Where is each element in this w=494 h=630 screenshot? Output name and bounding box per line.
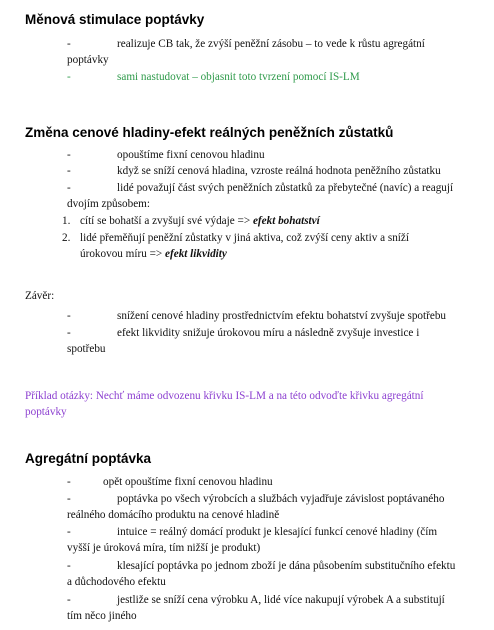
list-item [67, 147, 487, 163]
bullet-dash: - [67, 526, 71, 538]
bullet-dash: - [67, 38, 71, 50]
list-item-text: když se sníží cenová hladina, vzroste reálná hodnota peněžního zůstatku [117, 165, 441, 177]
list-item [67, 69, 487, 85]
list-item [67, 558, 487, 590]
number-label: 2. [62, 232, 71, 244]
list-item-text-cont: spotřebu [67, 343, 106, 355]
list-item-text: klesající poptávka po jednom zboží je dána působením substitučního efektu [117, 560, 456, 572]
list-item [67, 308, 487, 324]
list-item-text: jestliže se sníží cena výrobku A, lidé více nakupují výrobek A a substitují [117, 594, 445, 606]
list-item-text: efekt likvidity snižuje úrokovou míru a následně zvyšuje investice i [117, 327, 420, 339]
list-item [67, 163, 487, 179]
bullet-dash: - [67, 594, 71, 606]
numbered-item-text-cont: úrokovou míru => [80, 248, 166, 260]
bullet-dash: - [67, 182, 71, 194]
heading-menova-stimulace: Měnová stimulace poptávky [25, 12, 205, 27]
list-item-text: sami nastudovat – objasnit toto tvrzení pomocí IS-LM [117, 71, 360, 83]
numbered-item-2 [62, 230, 409, 246]
heading-agregatni-poptavka: Agregátní poptávka [25, 451, 152, 466]
list-item [67, 180, 487, 212]
bullet-dash: - [67, 476, 71, 488]
list-item-text: lidé považují část svých peněžních zůstatků za přebytečné (navíc) a reagují [117, 182, 454, 194]
list-item-text-cont: poptávky [67, 54, 109, 66]
list-item [67, 524, 487, 556]
example-question-line2: poptávky [25, 406, 67, 418]
list-item-text: intuice = reálný domácí produkt je klesající funkcí cenové hladiny (čím [117, 526, 438, 538]
bullet-dash: - [67, 71, 71, 83]
list-item [67, 491, 487, 523]
list-item [67, 592, 487, 624]
example-question [25, 388, 424, 420]
term-efekt-bohatstvi: efekt bohatství [252, 215, 320, 227]
list-item-text-cont: reálného domácího produktu na cenové hladině [67, 509, 280, 521]
numbered-item-2-cont [80, 246, 227, 262]
bullet-dash: - [67, 310, 71, 322]
list-item [67, 325, 487, 357]
term-efekt-likvidity: efekt likvidity [165, 248, 227, 260]
bullet-dash: - [67, 149, 71, 161]
list-item-text: opouštíme fixní cenovou hladinu [117, 149, 265, 161]
numbered-item-text: cítí se bohatší a zvyšují své výdaje => [80, 215, 253, 227]
list-item-text-cont: vyšší je úroková míra, tím nižší je produkt) [67, 542, 261, 554]
number-label: 1. [62, 215, 71, 227]
list-item-text-cont: tím něco jiného [67, 610, 137, 622]
example-question-line1: Příklad otázky: Nechť máme odvozenu křivku IS-LM a na této odvoďte křivku agregátní [25, 390, 424, 402]
list-item-text-cont: dvojím způsobem: [67, 198, 150, 210]
list-item-text: opět opouštíme fixní cenovou hladinu [103, 476, 273, 488]
list-item-text: realizuje CB tak, že zvýší peněžní zásobu – to vede k růstu agregátní [117, 38, 425, 50]
zaver-label: Závěr: [25, 290, 55, 302]
bullet-dash: - [67, 560, 71, 572]
bullet-dash: - [67, 327, 71, 339]
heading-zmena-cenove-hladiny: Změna cenové hladiny-efekt reálných peněžních zůstatků [25, 125, 394, 140]
list-item [67, 36, 487, 68]
bullet-dash: - [67, 493, 71, 505]
list-item-text: snížení cenové hladiny prostřednictvím efektu bohatství zvyšuje spotřebu [117, 310, 447, 322]
list-item-text-cont: a důchodového efektu [67, 576, 166, 588]
numbered-item-1 [62, 213, 320, 229]
bullet-dash: - [67, 165, 71, 177]
list-item [67, 474, 487, 490]
numbered-item-text: lidé přeměňují peněžní zůstatky v jiná aktiva, což zvýší ceny aktiv a sníží [80, 232, 409, 244]
list-item-text: poptávka po všech výrobcích a službách vyjadřuje závislost poptávaného [117, 493, 445, 505]
